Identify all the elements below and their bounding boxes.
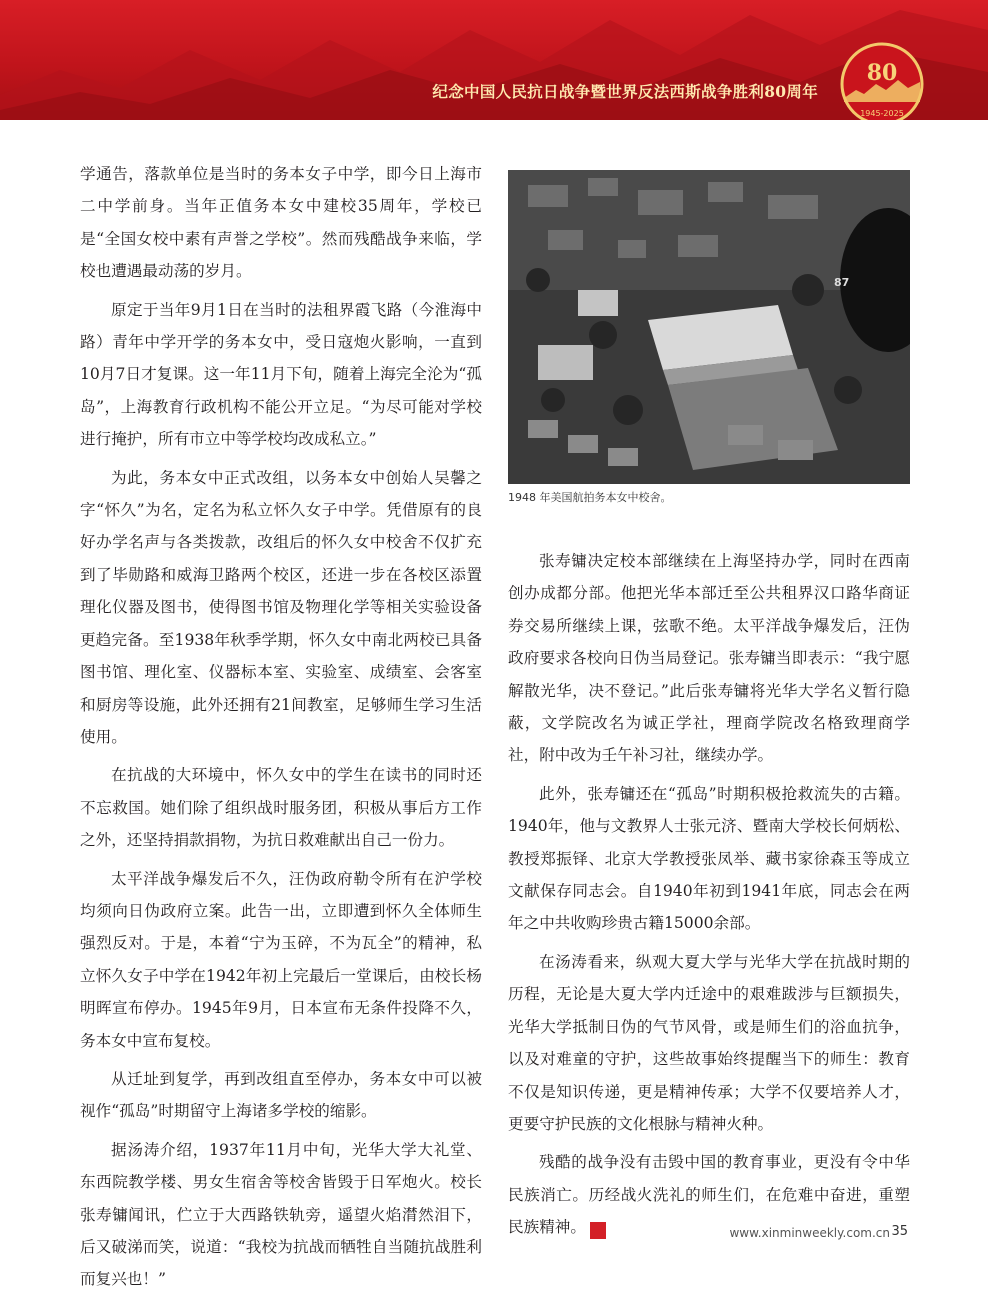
aircraft-number: 87 [834,276,850,289]
paragraph: 此外，张寿镛还在“孤岛”时期积极抢救流失的古籍。1940年，他与文教界人士张元济、暨南大学校长何炳松、教授郑振铎、北京大学教授张凤举、藏书家徐森玉等成立文献保存同志会。自1940年初到1941年底，同志会在两年之中共收购珍贵古籍15000余部。 [508,784,910,933]
emblem-years: 1945-2025 [860,109,904,118]
header-banner [0,0,988,120]
paragraph: 学通告，落款单位是当时的务本女子中学，即今日上海市二中学前身。当年正值务本女中建校35周年，学校已是“全国女校中素有声誉之学校”。然而残酷战争来临，学校也遭遇最动荡的岁月。 [80,165,482,281]
emblem-number: 80 [866,60,898,86]
paragraph: 张寿镛决定校本部继续在上海坚持办学，同时在西南创办成都分部。他把光华本部迁至公共租界汉口路华商证券交易所继续上课，弦歌不绝。太平洋战争爆发后，汪伪政府要求各校向日伪当局登记。张寿镛当即表示：“我宁愿解散光华，决不登记。”此后张寿镛将光华大学名义暂行隐蔽，文学院改名为诚正学社，理商学院改名格致理商学社，附中改为壬午补习社，继续办学。 [508,552,910,765]
paragraph: 在汤涛看来，纵观大夏大学与光华大学在抗战时期的历程，无论是大夏大学内迁途中的艰难跋涉与巨额损失，光华大学抵制日伪的气节风骨，或是师生们的浴血抗争，以及对难童的守护，这些故事始终提醒当下的师生：教育不仅是知识传递，更是精神传承；大学不仅要培养人才，更要守护民族的文化根脉与精神火种。 [508,952,910,1133]
website-url: www.xinminweekly.com.cn [729,1226,890,1240]
page-number: 35 [891,1224,908,1239]
header-title: 纪念中国人民抗日战争暨世界反法西斯战争胜利80周年 [432,82,818,101]
aerial-photo-drawing [508,170,910,484]
anniversary-emblem-icon [834,40,930,120]
paragraph: 为此，务本女中正式改组，以务本女中创始人吴馨之字“怀久”为名，定名为私立怀久女子中学。凭借原有的良好办学名声与各类拨款，改组后的怀久女中校舍不仅扩充到了毕勋路和威海卫路两个校区，还进一步在各校区添置理化仪器及图书，使得图书馆及物理化学等相关实验设备更趋完备。至1938年秋季学期，怀久女中南北两校已具备图书馆、理化室、仪器标本室、实验室、成绩室、会客室和厨房等设施，此外还拥有21间教室，足够师生学习生活使用。 [80,468,482,746]
aerial-photo [508,170,910,484]
left-column [80,158,482,1302]
paragraph: 在抗战的大环境中，怀久女中的学生在读书的同时还不忘救国。她们除了组织战时服务团，积极从事后方工作之外，还坚持捐款捐物，为抗日救难献出自己一份力。 [80,766,482,850]
photo-caption: 1948 年美国航拍务本女中校舍。 [508,491,672,504]
paragraph: 原定于当年9月1日在当时的法租界霞飞路（今淮海中路）青年中学开学的务本女中，受日寇炮火影响，一直到10月7日才复课。这一年11月下旬，随着上海完全沦为“孤岛”，上海教育行政机构不能公开立足。“为尽可能对学校进行掩护，所有市立中等学校均改成私立。” [80,300,482,449]
paragraph: 从迁址到复学，再到改组直至停办，务本女中可以被视作“孤岛”时期留守上海诸多学校的缩影。 [80,1069,482,1121]
end-mark-icon: 民 [590,1222,606,1239]
paragraph: 太平洋战争爆发后不久，汪伪政府勒令所有在沪学校均须向日伪政府立案。此告一出，立即遭到怀久全体师生强烈反对。于是，本着“宁为玉碎，不为瓦全”的精神，私立怀久女子中学在1942年初上完最后一堂课后，由校长杨明晖宣布停办。1945年9月，日本宣布无条件投降不久，务本女中宣布复校。 [80,869,482,1050]
paragraph: 据汤涛介绍，1937年11月中旬，光华大学大礼堂、东西院教学楼、男女生宿舍等校舍皆毁于日军炮火。校长张寿镛闻讯，伫立于大西路铁轨旁，遥望火焰潸然泪下，后又破涕而笑，说道：“我校为抗战而牺牲自当随抗战胜利而复兴也！” [80,1140,482,1289]
closing-text: 残酷的战争没有击毁中国的教育事业，更没有令中华民族消亡。历经战火洗礼的师生们，在危难中奋进，重塑民族精神。 [508,1153,910,1237]
right-column [508,545,910,1250]
